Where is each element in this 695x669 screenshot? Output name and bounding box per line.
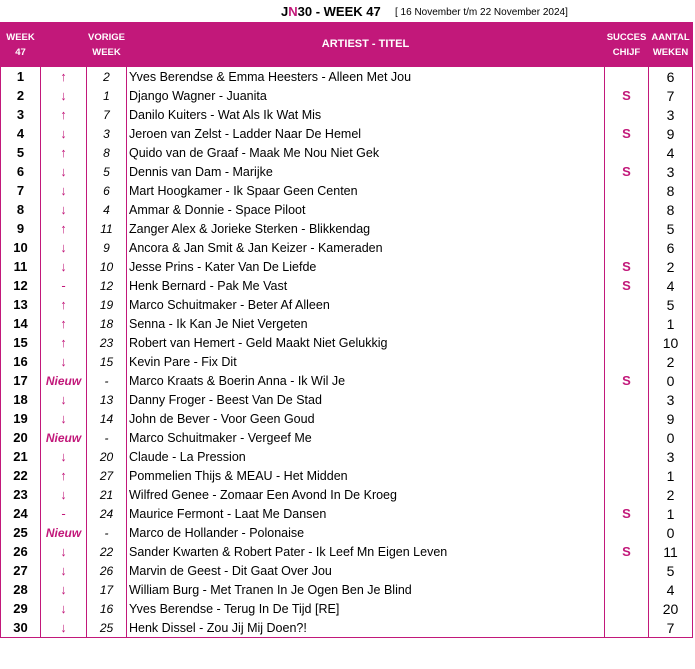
weeks-count-cell: 1 [649, 466, 693, 485]
position-cell: 15 [1, 333, 41, 352]
arrow-down-icon: ↓ [41, 485, 87, 504]
weeks-count-cell: 1 [649, 504, 693, 523]
previous-week-cell: 20 [87, 447, 127, 466]
artist-title-cell: Henk Dissel - Zou Jij Mij Doen?! [127, 618, 605, 638]
succes-marker [605, 561, 649, 580]
weeks-count-cell: 20 [649, 599, 693, 618]
weeks-count-cell: 6 [649, 238, 693, 257]
succes-marker [605, 181, 649, 200]
no-change-icon: - [41, 504, 87, 523]
previous-week-cell: 9 [87, 238, 127, 257]
artist-title-cell: Mart Hoogkamer - Ik Spaar Geen Centen [127, 181, 605, 200]
succes-marker [605, 447, 649, 466]
succes-marker [605, 618, 649, 638]
weeks-count-cell: 3 [649, 105, 693, 124]
previous-week-cell: 18 [87, 314, 127, 333]
arrow-down-icon: ↓ [41, 447, 87, 466]
position-cell: 23 [1, 485, 41, 504]
table-row [1, 181, 693, 200]
previous-week-cell: 15 [87, 352, 127, 371]
weeks-count-cell: 11 [649, 542, 693, 561]
position-cell: 11 [1, 257, 41, 276]
weeks-count-cell: 2 [649, 352, 693, 371]
position-cell: 9 [1, 219, 41, 238]
position-cell: 17 [1, 371, 41, 390]
table-row [1, 257, 693, 276]
previous-week-cell: 2 [87, 67, 127, 87]
artist-title-cell: Danny Froger - Beest Van De Stad [127, 390, 605, 409]
artist-title-cell: Jesse Prins - Kater Van De Liefde [127, 257, 605, 276]
artist-title-cell: William Burg - Met Tranen In Je Ogen Ben Je Blind [127, 580, 605, 599]
table-row [1, 333, 693, 352]
artist-title-cell: Robert van Hemert - Geld Maakt Niet Gelukkig [127, 333, 605, 352]
succes-marker [605, 105, 649, 124]
table-row [1, 504, 693, 523]
header-succes: SUCCES CHIJF [605, 23, 649, 67]
new-entry-label: Nieuw [41, 428, 87, 447]
weeks-count-cell: 3 [649, 390, 693, 409]
succes-marker [605, 143, 649, 162]
previous-week-cell: 22 [87, 542, 127, 561]
weeks-count-cell: 3 [649, 447, 693, 466]
table-row [1, 238, 693, 257]
header-artist-title: ARTIEST - TITEL [127, 23, 605, 67]
artist-title-cell: Marvin de Geest - Dit Gaat Over Jou [127, 561, 605, 580]
position-cell: 1 [1, 67, 41, 87]
position-cell: 7 [1, 181, 41, 200]
weeks-count-cell: 0 [649, 523, 693, 542]
position-cell: 19 [1, 409, 41, 428]
artist-title-cell: Quido van de Graaf - Maak Me Nou Niet Gek [127, 143, 605, 162]
arrow-up-icon: ↑ [41, 295, 87, 314]
succes-marker [605, 390, 649, 409]
position-cell: 10 [1, 238, 41, 257]
succes-marker: S [605, 276, 649, 295]
position-cell: 24 [1, 504, 41, 523]
artist-title-cell: Zanger Alex & Jorieke Sterken - Blikkendag [127, 219, 605, 238]
arrow-up-icon: ↑ [41, 67, 87, 87]
artist-title-cell: Yves Berendse & Emma Heesters - Alleen Met Jou [127, 67, 605, 87]
header-arrow [41, 23, 87, 67]
succes-marker [605, 485, 649, 504]
succes-marker [605, 466, 649, 485]
position-cell: 22 [1, 466, 41, 485]
table-row [1, 219, 693, 238]
table-row [1, 314, 693, 333]
succes-marker: S [605, 504, 649, 523]
artist-title-cell: Marco Kraats & Boerin Anna - Ik Wil Je [127, 371, 605, 390]
position-cell: 14 [1, 314, 41, 333]
arrow-down-icon: ↓ [41, 200, 87, 219]
artist-title-cell: Sander Kwarten & Robert Pater - Ik Leef Mn Eigen Leven [127, 542, 605, 561]
table-row [1, 428, 693, 447]
new-entry-label: Nieuw [41, 523, 87, 542]
position-cell: 28 [1, 580, 41, 599]
previous-week-cell: 17 [87, 580, 127, 599]
succes-marker: S [605, 86, 649, 105]
succes-marker: S [605, 162, 649, 181]
weeks-count-cell: 4 [649, 580, 693, 599]
table-row [1, 485, 693, 504]
previous-week-cell: 16 [87, 599, 127, 618]
position-cell: 29 [1, 599, 41, 618]
arrow-down-icon: ↓ [41, 390, 87, 409]
succes-marker [605, 409, 649, 428]
succes-marker: S [605, 124, 649, 143]
succes-marker [605, 599, 649, 618]
succes-marker: S [605, 257, 649, 276]
arrow-down-icon: ↓ [41, 352, 87, 371]
succes-marker [605, 580, 649, 599]
header-week: WEEK 47 [1, 23, 41, 67]
previous-week-cell: 21 [87, 485, 127, 504]
position-cell: 30 [1, 618, 41, 638]
table-row [1, 523, 693, 542]
table-row [1, 409, 693, 428]
artist-title-cell: Marco de Hollander - Polonaise [127, 523, 605, 542]
table-row [1, 390, 693, 409]
position-cell: 12 [1, 276, 41, 295]
position-cell: 21 [1, 447, 41, 466]
chart-rows [1, 67, 693, 638]
table-row [1, 542, 693, 561]
position-cell: 13 [1, 295, 41, 314]
table-row [1, 599, 693, 618]
arrow-down-icon: ↓ [41, 618, 87, 638]
table-row [1, 466, 693, 485]
arrow-up-icon: ↑ [41, 219, 87, 238]
header-row [1, 23, 693, 67]
position-cell: 26 [1, 542, 41, 561]
previous-week-cell: 27 [87, 466, 127, 485]
position-cell: 8 [1, 200, 41, 219]
weeks-count-cell: 4 [649, 276, 693, 295]
table-row [1, 200, 693, 219]
header-previous-week: VORIGE WEEK [87, 23, 127, 67]
table-row [1, 105, 693, 124]
weeks-count-cell: 0 [649, 371, 693, 390]
arrow-down-icon: ↓ [41, 86, 87, 105]
arrow-up-icon: ↑ [41, 333, 87, 352]
new-entry-label: Nieuw [41, 371, 87, 390]
previous-week-cell: 5 [87, 162, 127, 181]
position-cell: 20 [1, 428, 41, 447]
previous-week-cell: 4 [87, 200, 127, 219]
weeks-count-cell: 3 [649, 162, 693, 181]
artist-title-cell: Yves Berendse - Terug In De Tijd [RE] [127, 599, 605, 618]
previous-week-cell: 6 [87, 181, 127, 200]
previous-week-cell: - [87, 371, 127, 390]
artist-title-cell: Wilfred Genee - Zomaar Een Avond In De Kroeg [127, 485, 605, 504]
previous-week-cell: 19 [87, 295, 127, 314]
table-row [1, 561, 693, 580]
succes-marker: S [605, 371, 649, 390]
position-cell: 2 [1, 86, 41, 105]
previous-week-cell: 11 [87, 219, 127, 238]
table-row [1, 162, 693, 181]
weeks-count-cell: 8 [649, 200, 693, 219]
previous-week-cell: 14 [87, 409, 127, 428]
previous-week-cell: 26 [87, 561, 127, 580]
succes-marker [605, 333, 649, 352]
weeks-count-cell: 5 [649, 561, 693, 580]
weeks-count-cell: 5 [649, 295, 693, 314]
succes-marker [605, 523, 649, 542]
weeks-count-cell: 7 [649, 618, 693, 638]
position-cell: 6 [1, 162, 41, 181]
arrow-down-icon: ↓ [41, 124, 87, 143]
previous-week-cell: 3 [87, 124, 127, 143]
previous-week-cell: 8 [87, 143, 127, 162]
previous-week-cell: 7 [87, 105, 127, 124]
artist-title-cell: Senna - Ik Kan Je Niet Vergeten [127, 314, 605, 333]
arrow-down-icon: ↓ [41, 238, 87, 257]
previous-week-cell: 1 [87, 86, 127, 105]
artist-title-cell: Claude - La Pression [127, 447, 605, 466]
weeks-count-cell: 7 [649, 86, 693, 105]
previous-week-cell: 24 [87, 504, 127, 523]
header-weeks: AANTAL WEKEN [649, 23, 693, 67]
arrow-down-icon: ↓ [41, 561, 87, 580]
previous-week-cell: 12 [87, 276, 127, 295]
weeks-count-cell: 9 [649, 409, 693, 428]
arrow-down-icon: ↓ [41, 257, 87, 276]
position-cell: 18 [1, 390, 41, 409]
table-row [1, 143, 693, 162]
weeks-count-cell: 8 [649, 181, 693, 200]
position-cell: 5 [1, 143, 41, 162]
arrow-up-icon: ↑ [41, 143, 87, 162]
table-row [1, 276, 693, 295]
succes-marker [605, 428, 649, 447]
arrow-down-icon: ↓ [41, 181, 87, 200]
succes-marker: S [605, 542, 649, 561]
weeks-count-cell: 1 [649, 314, 693, 333]
artist-title-cell: Henk Bernard - Pak Me Vast [127, 276, 605, 295]
arrow-down-icon: ↓ [41, 409, 87, 428]
weeks-count-cell: 9 [649, 124, 693, 143]
succes-marker [605, 314, 649, 333]
table-row [1, 352, 693, 371]
artist-title-cell: John de Bever - Voor Geen Goud [127, 409, 605, 428]
position-cell: 25 [1, 523, 41, 542]
weeks-count-cell: 5 [649, 219, 693, 238]
artist-title-cell: Maurice Fermont - Laat Me Dansen [127, 504, 605, 523]
succes-marker [605, 295, 649, 314]
succes-marker [605, 238, 649, 257]
artist-title-cell: Ancora & Jan Smit & Jan Keizer - Kameraden [127, 238, 605, 257]
position-cell: 4 [1, 124, 41, 143]
previous-week-cell: 25 [87, 618, 127, 638]
table-row [1, 67, 693, 87]
arrow-up-icon: ↑ [41, 314, 87, 333]
artist-title-cell: Ammar & Donnie - Space Piloot [127, 200, 605, 219]
artist-title-cell: Marco Schuitmaker - Vergeef Me [127, 428, 605, 447]
table-row [1, 371, 693, 390]
artist-title-cell: Jeroen van Zelst - Ladder Naar De Hemel [127, 124, 605, 143]
succes-marker [605, 200, 649, 219]
table-row [1, 580, 693, 599]
position-cell: 3 [1, 105, 41, 124]
position-cell: 27 [1, 561, 41, 580]
table-row [1, 124, 693, 143]
table-row [1, 447, 693, 466]
artist-title-cell: Dennis van Dam - Marijke [127, 162, 605, 181]
succes-marker [605, 67, 649, 87]
table-row [1, 618, 693, 638]
arrow-down-icon: ↓ [41, 599, 87, 618]
arrow-up-icon: ↑ [41, 466, 87, 485]
previous-week-cell: 13 [87, 390, 127, 409]
weeks-count-cell: 10 [649, 333, 693, 352]
position-cell: 16 [1, 352, 41, 371]
table-row [1, 295, 693, 314]
arrow-down-icon: ↓ [41, 580, 87, 599]
chart-table [0, 22, 693, 638]
artist-title-cell: Marco Schuitmaker - Beter Af Alleen [127, 295, 605, 314]
previous-week-cell: - [87, 428, 127, 447]
weeks-count-cell: 0 [649, 428, 693, 447]
previous-week-cell: - [87, 523, 127, 542]
previous-week-cell: 10 [87, 257, 127, 276]
succes-marker [605, 219, 649, 238]
chart-dates: [ 16 November t/m 22 November 2024] [395, 7, 568, 18]
arrow-down-icon: ↓ [41, 162, 87, 181]
arrow-down-icon: ↓ [41, 542, 87, 561]
weeks-count-cell: 2 [649, 257, 693, 276]
table-row [1, 86, 693, 105]
no-change-icon: - [41, 276, 87, 295]
weeks-count-cell: 6 [649, 67, 693, 87]
artist-title-cell: Django Wagner - Juanita [127, 86, 605, 105]
artist-title-cell: Danilo Kuiters - Wat Als Ik Wat Mis [127, 105, 605, 124]
succes-marker [605, 352, 649, 371]
arrow-up-icon: ↑ [41, 105, 87, 124]
title-bar [0, 0, 695, 22]
artist-title-cell: Kevin Pare - Fix Dit [127, 352, 605, 371]
chart-title: JN30 - WEEK 47 [281, 4, 381, 19]
weeks-count-cell: 4 [649, 143, 693, 162]
weeks-count-cell: 2 [649, 485, 693, 504]
artist-title-cell: Pommelien Thijs & MEAU - Het Midden [127, 466, 605, 485]
previous-week-cell: 23 [87, 333, 127, 352]
